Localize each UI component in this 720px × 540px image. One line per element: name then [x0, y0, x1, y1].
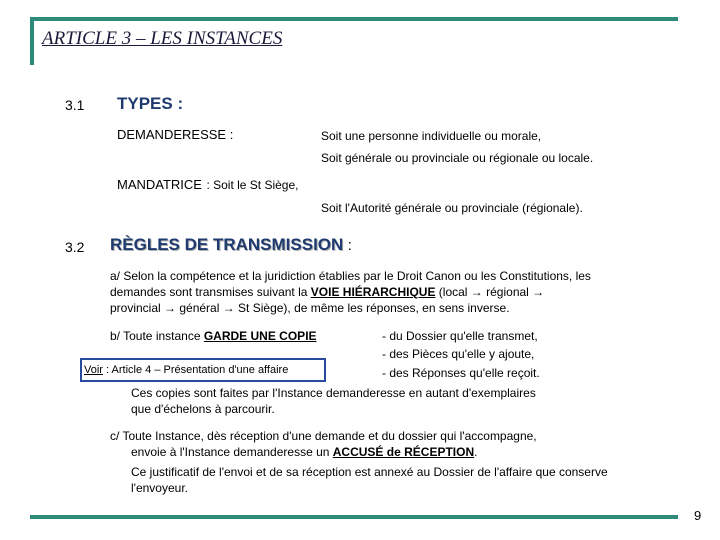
demanderesse-line-2: Soit générale ou provinciale ou régionale ou locale. — [321, 151, 594, 165]
demanderesse-label: DEMANDERESSE : — [117, 127, 234, 142]
copy-item-dossier: - du Dossier qu'elle transmet, — [382, 329, 538, 343]
copies-line-1: Ces copies sont faites par l'Instance demanderesse en autant d'exemplaires — [131, 386, 536, 400]
section-heading-types: TYPES : — [117, 94, 184, 113]
copies-line-2: que d'échelons à parcourir. — [131, 402, 275, 416]
page-title: ARTICLE 3 – LES INSTANCES — [42, 28, 283, 49]
paragraph-c-line-4: l'envoyeur. — [131, 481, 188, 495]
section-number-3-2: 3.2 — [65, 239, 85, 255]
voie-hierarchique: VOIE HIÉRARCHIQUE — [310, 285, 436, 299]
section-heading-transmission: RÈGLES DE TRANSMISSION — [110, 235, 344, 254]
heading-colon: : — [347, 237, 352, 254]
c-line-2-text: envoie à l'Instance demanderesse un — [131, 445, 333, 459]
demanderesse-line-1: Soit une personne individuelle ou morale, — [321, 129, 542, 143]
mandatrice-line — [117, 176, 299, 194]
footer-line — [30, 515, 678, 519]
copy-item-reponses: - des Réponses qu'elle reçoit. — [382, 366, 540, 380]
paragraph-a-line-2 — [110, 284, 544, 300]
voir-label: Voir — [84, 364, 103, 376]
section-number-3-1: 3.1 — [65, 97, 85, 113]
section-heading-transmission-row — [110, 235, 352, 255]
paragraph-c-line-2 — [131, 444, 477, 460]
garde-une-copie: GARDE UNE COPIE — [203, 329, 317, 343]
c-line-2-tail: . — [474, 445, 478, 459]
mandatrice-rest: : Soit le St Siège, — [206, 178, 299, 192]
paragraph-c-line-1: c/ Toute Instance, dès réception d'une demande et du dossier qui l'accompagne, — [110, 429, 537, 443]
paragraph-b-line-1 — [110, 328, 317, 344]
a-line-2-tail: (local → régional → — [435, 285, 545, 299]
copy-item-pieces: - des Pièces qu'elle y ajoute, — [382, 347, 535, 361]
voir-text: : Article 4 – Présentation d'une affaire — [102, 364, 289, 376]
paragraph-a-line-1: a/ Selon la compétence et la juridiction établies par le Droit Canon ou les Constitutions, les — [110, 269, 591, 283]
voir-article-4-link[interactable] — [80, 358, 326, 382]
accuse-de-reception: ACCUSÉ de RÉCEPTION — [332, 445, 475, 459]
a-line-2-text: demandes sont transmises suivant la — [110, 285, 311, 299]
mandatrice-label: MANDATRICE — [117, 177, 202, 192]
b-text: b/ Toute instance — [110, 329, 204, 343]
paragraph-c-line-3: Ce justificatif de l'envoi et de sa réception est annexé au Dossier de l'affaire que conserve — [131, 465, 608, 479]
page-number: 9 — [694, 508, 702, 523]
paragraph-a-line-3: provincial → général → St Siège), de même les réponses, en sens inverse. — [110, 301, 510, 315]
mandatrice-line-2: Soit l'Autorité générale ou provinciale (régionale). — [321, 201, 583, 215]
